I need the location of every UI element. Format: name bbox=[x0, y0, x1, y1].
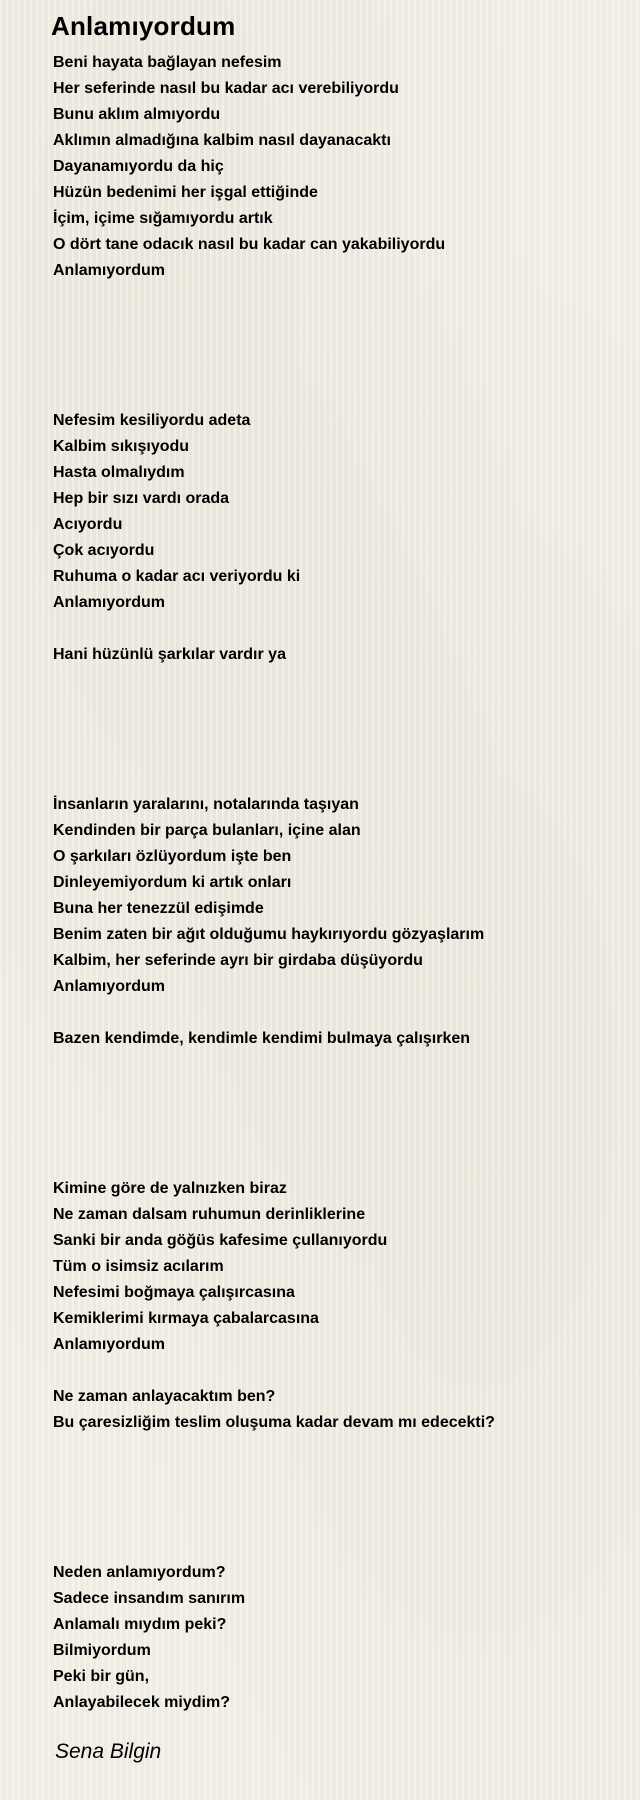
stanza-8 bbox=[53, 1560, 623, 1716]
poem-line: Ne zaman anlayacaktım ben? bbox=[53, 1388, 276, 1405]
stanza-spacer bbox=[53, 1358, 623, 1384]
poem-line: Sadece insandım sanırım bbox=[53, 1590, 246, 1607]
poem-line: Tüm o isimsiz acılarım bbox=[53, 1258, 224, 1275]
poem-line: Kimine göre de yalnızken biraz bbox=[53, 1180, 287, 1197]
stanza-spacer bbox=[53, 616, 623, 642]
poem-line: Kendinden bir parça bulanları, içine alan bbox=[53, 822, 361, 839]
poem-line: Neden anlamıyordum? bbox=[53, 1564, 226, 1581]
stanza-spacer bbox=[53, 1436, 623, 1560]
poem-title: Anlamıyordum bbox=[51, 11, 236, 41]
poem-line: Hep bir sızı vardı orada bbox=[53, 490, 230, 507]
poem-line: Kalbim, her seferinde ayrı bir girdaba düşüyordu bbox=[53, 952, 423, 969]
stanza-spacer bbox=[53, 1052, 623, 1176]
poem-line: Peki bir gün, bbox=[53, 1668, 150, 1685]
poem-line: Bazen kendimde, kendimle kendimi bulmaya çalışırken bbox=[53, 1030, 471, 1047]
stanza-spacer bbox=[53, 284, 623, 408]
poem-line: Anlamıyordum bbox=[53, 594, 166, 611]
poem-line: Kalbim sıkışıyodu bbox=[53, 438, 190, 455]
poem-line: O dört tane odacık nasıl bu kadar can yakabiliyordu bbox=[53, 236, 446, 253]
poem-line: Anlayabilecek miydim? bbox=[53, 1694, 230, 1711]
poem-line: Sanki bir anda göğüs kafesime çullanıyordu bbox=[53, 1232, 388, 1249]
stanza-2 bbox=[53, 408, 623, 616]
stanza-6 bbox=[53, 1176, 623, 1358]
stanza-4 bbox=[53, 792, 623, 1000]
poem-line: Hasta olmalıydım bbox=[53, 464, 185, 481]
poem-line: Bilmiyordum bbox=[53, 1642, 151, 1659]
poem-line: Anlamıyordum bbox=[53, 1336, 166, 1353]
poem-line: Kemiklerimi kırmaya çabalarcasına bbox=[53, 1310, 319, 1327]
poem-line: Bu çaresizliğim teslim oluşuma kadar devam mı edecekti? bbox=[53, 1414, 495, 1431]
poem-line: Anlamalı mıydım peki? bbox=[53, 1616, 227, 1633]
poem-line: Benim zaten bir ağıt olduğumu haykırıyordu gözyaşlarım bbox=[53, 926, 485, 943]
poem-line: Hani hüzünlü şarkılar vardır ya bbox=[53, 646, 286, 663]
stanza-5 bbox=[53, 1026, 623, 1052]
stanza-spacer bbox=[53, 668, 623, 792]
poem-line: O şarkıları özlüyordum işte ben bbox=[53, 848, 292, 865]
poem-line: Buna her tenezzül edişimde bbox=[53, 900, 264, 917]
poem-line: Ne zaman dalsam ruhumun derinliklerine bbox=[53, 1206, 366, 1223]
poem-line: İçim, içime sığamıyordu artık bbox=[53, 210, 273, 227]
poem-line: Acıyordu bbox=[53, 516, 123, 533]
stanza-spacer bbox=[53, 1000, 623, 1026]
stanza-7 bbox=[53, 1384, 623, 1436]
poem-line: Aklımın almadığına kalbim nasıl dayanacaktı bbox=[53, 132, 391, 149]
poem-line: Hüzün bedenimi her işgal ettiğinde bbox=[53, 184, 318, 201]
poem-line: Bunu aklım almıyordu bbox=[53, 106, 221, 123]
poem-line: Anlamıyordum bbox=[53, 978, 166, 995]
stanza-3 bbox=[53, 642, 623, 668]
poem-line: Nefesimi boğmaya çalışırcasına bbox=[53, 1284, 295, 1301]
poem-line: Ruhuma o kadar acı veriyordu ki bbox=[53, 568, 301, 585]
poem-author: Sena Bilgin bbox=[55, 1740, 162, 1763]
poem-line: Dinleyemiyordum ki artık onları bbox=[53, 874, 292, 891]
poem-line: Dayanamıyordu da hiç bbox=[53, 158, 224, 175]
poem-body bbox=[53, 50, 623, 1716]
poem-line: Anlamıyordum bbox=[53, 262, 166, 279]
poem-line: Her seferinde nasıl bu kadar acı verebiliyordu bbox=[53, 80, 399, 97]
poem-line: Çok acıyordu bbox=[53, 542, 155, 559]
stanza-1 bbox=[53, 50, 623, 284]
poem-line: Beni hayata bağlayan nefesim bbox=[53, 54, 282, 71]
poem-line: Nefesim kesiliyordu adeta bbox=[53, 412, 251, 429]
poem-line: İnsanların yaralarını, notalarında taşıyan bbox=[53, 796, 359, 813]
